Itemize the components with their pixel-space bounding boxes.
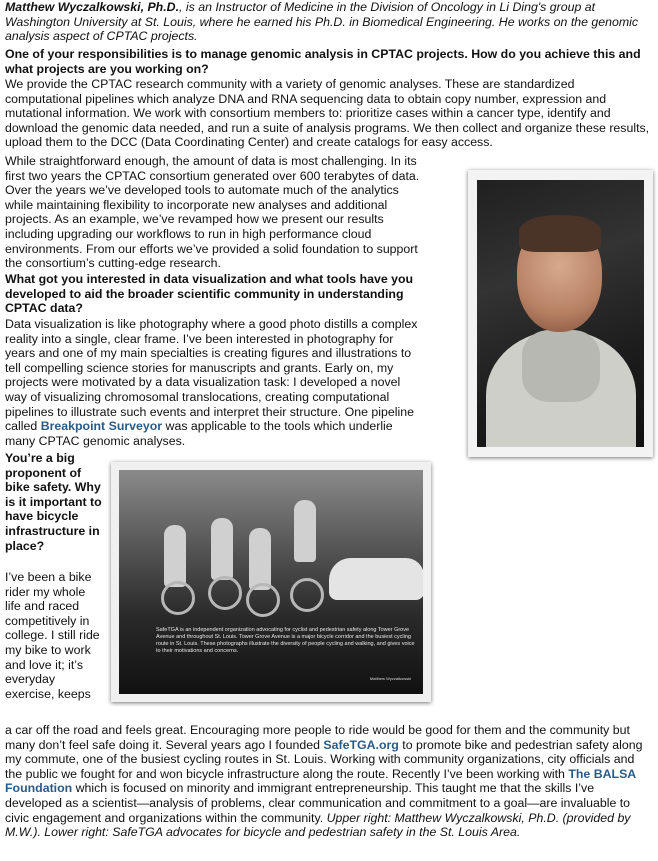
rider-shape (164, 525, 186, 587)
answer-1-continued: While straightforward enough, the amount of data is most challenging. In its first two years the CPTAC consortium generated over 600 terabytes of data. Over the years we’ve developed tools to automate much of the analytics while maintaining flexibility to incorporate new analyses and additional projects. As an example, we’ve revamped how we present our results including upgrading our workflows to run in high performance cloud environments. From our efforts we’ve provided a solid foundation to support the consortium’s cutting-edge research. (5, 154, 420, 271)
answer-3-continued: a car off the road and feels great. Encouraging more people to ride would be good for them and the community but many don’t feel safe doing it. Several years ago I founded SafeTGA.org to promote bike and pedestrian safety along my commute, one of the busiest cycling routes in St. Louis. Working with community organizations, city officials and the public we fought for and won bicycle infrastructure along the route. Recently I’ve been working with The BALSA Foundation which is focused on minority and immigrant entrepreneurship. This taught me that the skills I’ve developed as a scientist—analysis of problems, clear communication and commitment to a goal—are invaluable to civic engagement and organizations within the community. Upper right: Matthew Wyczalkowski, Ph.D. (provided by M.W.). Lower right: SafeTGA advocates for bicycle and pedestrian safety in the St. Louis Area. (5, 723, 643, 840)
author-name: Matthew Wyczalkowski, Ph.D. (5, 0, 179, 14)
answer-3-start: I’ve been a bike rider my whole life and raced competitively in college. I still ride my bike to work and love it; it’s everyday exercise, keeps (5, 570, 100, 701)
answer-1: We provide the CPTAC research community with a variety of genomic analyses. These are standardized computational pipelines which analyze DNA and RNA sequencing data to obtain copy number, expression and mutational information. We work with consortium members to: prioritize cases within a cancer type, identify and download the genomic data needed, and run a suite of analysis programs. We then collect and organize these results, upload them to the DCC (Data Coordinating Center) and create catalogs for easy access. (5, 77, 650, 150)
photo-overlay-caption: SafeTGA is an independent organization advocating for cyclist and pedestrian safety along Tower Grove Avenue and throughout St. Louis. Tower Grove Avenue is a major bicycle corridor and the busiest cycling route in St. Louis. These photographs illustrate the diversity of people cycling and walking, and gives voice to their motivations and concerns. (156, 627, 415, 654)
rider-shape (294, 500, 316, 562)
rider-shape (211, 518, 233, 580)
question-1: One of your responsibilities is to manage genomic analysis in CPTAC projects. How do you achieve this and what projects are you working on? (5, 47, 641, 76)
cyclist-photo (119, 470, 423, 694)
question-3: You’re a big proponent of bike safety. Why is it important to have bicycle infrastructure in place? (5, 451, 102, 553)
car-shape (329, 558, 423, 600)
answer-2: Data visualization is like photography where a good photo distills a complex reality into a single, clear frame. I’ve been interested in photography for years and one of my main specialties is creating figures and illustrations to tell compelling science stories for manuscripts and grants. Early on, my projects were motivated by a data visualization task: I developed a novel way of visualizing chromosomal translocations, creating computational pipelines to illustrate such events and interpret their structure. One pipeline called Breakpoint Surveyor was applicable to the tools which underlie many CPTAC genomic analyses. (5, 317, 418, 448)
wheel-shape (161, 581, 195, 615)
wheel-shape (290, 578, 324, 612)
safetga-link[interactable]: SafeTGA.org (323, 737, 399, 752)
wheel-shape (208, 576, 242, 610)
balsa-link[interactable]: The BALSA Foundation (5, 766, 636, 796)
wheel-shape (246, 583, 280, 617)
author-bio: , is an Instructor of Medicine in the Division of Oncology in Li Ding's group at Washington University at St. Louis, where he earned his Ph.D. in Biomedical Engineering. He works on the genomic analysis aspect of CPTAC projects. (5, 0, 639, 44)
portrait-photo (477, 180, 644, 447)
photo-caption-text: Upper right: Matthew Wyczalkowski, Ph.D. (provided by M.W.). Lower right: SafeTGA advocates for bicycle and pedestrian safety in the St. Louis Area. (5, 810, 631, 840)
collar-shape (522, 330, 600, 402)
photo-credit: Matthew Wyczalkowski (369, 676, 411, 682)
question-2: What got you interested in data visualization and what tools have you developed to aid the broader scientific community in understanding CPTAC data? (5, 272, 414, 316)
intro-paragraph (5, 0, 652, 44)
portrait-photo-frame (468, 170, 653, 457)
cyclist-photo-frame (111, 462, 431, 702)
breakpoint-surveyor-link[interactable]: Breakpoint Surveyor (40, 419, 163, 434)
rider-shape (249, 528, 271, 590)
hair-shape (519, 215, 601, 252)
